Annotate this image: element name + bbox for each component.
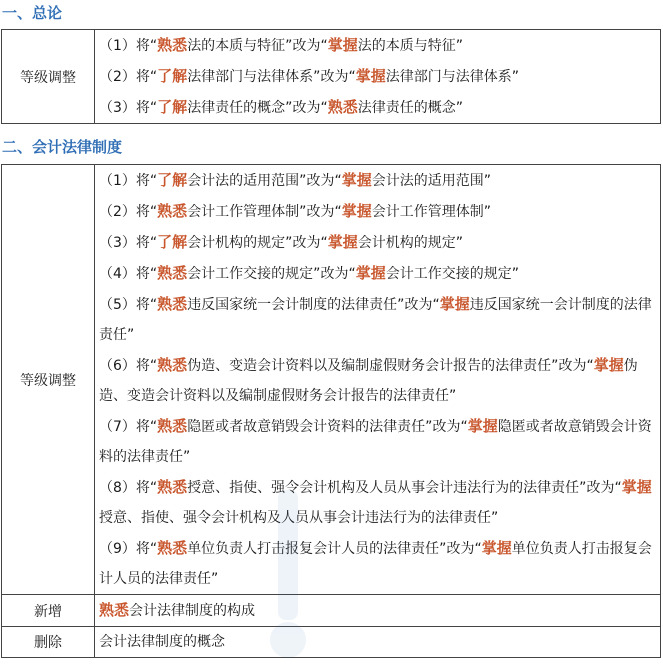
change-item (99, 533, 654, 594)
change-item (99, 289, 654, 350)
item-text: （4）将“ (99, 266, 158, 282)
item-text: 会计工作管理体制”改为“ (187, 204, 342, 220)
change-item (99, 227, 654, 258)
level-keyword: 掌握 (467, 417, 498, 435)
item-text: 授意、指使、强令会计机构及人员从事会计违法行为的法律责任”改为“ (187, 480, 622, 496)
item-text: 违反国家统一会计制度的法律责任” (99, 297, 652, 343)
item-text: 法律部门与法律体系” (385, 69, 519, 85)
item-text: 隐匿或者故意销毁会计资料的法律责任”改为“ (187, 419, 468, 435)
added-item (99, 595, 654, 626)
change-item (99, 258, 654, 289)
level-keyword: 掌握 (327, 36, 358, 54)
item-text: 会计机构的规定” (357, 235, 463, 251)
item-text: 法律部门与法律体系”改为“ (187, 69, 356, 85)
item-text: 违反国家统一会计制度的法律责任”改为“ (187, 297, 440, 313)
change-item (99, 350, 654, 411)
item-text: 伪造、变造会计资料以及编制虚假财务会计报告的法律责任” (99, 358, 638, 404)
section-2-title: 二、会计法律制度 (2, 138, 123, 156)
change-item (99, 196, 654, 227)
deleted-content (95, 627, 661, 658)
level-keyword: 熟悉 (157, 417, 188, 435)
section-1-content (95, 30, 661, 124)
item-text: （7）将“ (99, 419, 158, 435)
level-keyword: 熟悉 (327, 98, 358, 116)
level-keyword: 掌握 (593, 356, 624, 374)
level-keyword: 掌握 (341, 171, 372, 189)
level-keyword: 掌握 (481, 539, 512, 557)
level-keyword: 掌握 (355, 264, 386, 282)
level-keyword: 熟悉 (157, 36, 188, 54)
item-text: 单位负责人打击报复会计人员的法律责任”改为“ (187, 541, 482, 557)
section-2-label: 等级调整 (2, 165, 95, 595)
level-keyword: 掌握 (341, 202, 372, 220)
level-keyword: 熟悉 (157, 539, 188, 557)
change-item (99, 165, 654, 196)
item-text: （8）将“ (99, 480, 158, 496)
item-text: （5）将“ (99, 297, 158, 313)
level-keyword: 了解 (157, 233, 188, 251)
level-keyword: 熟悉 (157, 202, 188, 220)
item-text: 会计法的适用范围” (371, 173, 491, 189)
item-text: （2）将“ (99, 204, 158, 220)
added-label: 新增 (2, 595, 95, 627)
level-keyword: 熟悉 (157, 356, 188, 374)
level-keyword: 掌握 (355, 67, 386, 85)
deleted-label: 删除 (2, 627, 95, 658)
item-text: 法律责任的概念”改为“ (187, 100, 328, 116)
change-item (99, 411, 654, 472)
item-text: （2）将“ (99, 69, 158, 85)
item-text: 法的本质与特征” (357, 38, 463, 54)
level-keyword: 掌握 (439, 295, 470, 313)
item-text: （3）将“ (99, 100, 158, 116)
section-1-title: 一、总论 (2, 4, 63, 22)
item-text: （6）将“ (99, 358, 158, 374)
item-text: （1）将“ (99, 173, 158, 189)
item-text: 法律责任的概念” (357, 100, 463, 116)
item-text: 隐匿或者故意销毁会计资料的法律责任” (99, 419, 652, 465)
item-text: 单位负责人打击报复会计人员的法律责任” (99, 541, 652, 587)
level-keyword: 熟悉 (157, 478, 188, 496)
item-text: 会计法的适用范围”改为“ (187, 173, 342, 189)
level-keyword: 熟悉 (157, 295, 188, 313)
item-text: 会计工作交接的规定” (385, 266, 519, 282)
level-keyword: 熟悉 (99, 601, 130, 619)
level-keyword: 掌握 (621, 478, 652, 496)
item-text: 会计机构的规定”改为“ (187, 235, 328, 251)
item-text: 会计工作管理体制” (371, 204, 491, 220)
item-text: （3）将“ (99, 235, 158, 251)
change-item (99, 61, 654, 92)
level-keyword: 掌握 (327, 233, 358, 251)
change-item (99, 30, 654, 61)
item-text: 会计法律制度的构成 (129, 603, 256, 619)
added-content (95, 595, 661, 627)
section-2-content (95, 165, 661, 595)
level-keyword: 熟悉 (157, 264, 188, 282)
deleted-item: 会计法律制度的概念 (99, 634, 225, 650)
section-1-table (1, 29, 661, 124)
change-item (99, 472, 654, 533)
item-text: 法的本质与特征”改为“ (187, 38, 328, 54)
item-text: 授意、指使、强令会计机构及人员从事会计违法行为的法律责任” (99, 510, 499, 526)
section-1-label: 等级调整 (2, 30, 95, 124)
item-text: 伪造、变造会计资料以及编制虚假财务会计报告的法律责任”改为“ (187, 358, 594, 374)
level-keyword: 了解 (157, 171, 188, 189)
section-2-table (1, 164, 661, 658)
change-item (99, 92, 654, 123)
level-keyword: 了解 (157, 67, 188, 85)
item-text: （1）将“ (99, 38, 158, 54)
item-text: 会计工作交接的规定”改为“ (187, 266, 356, 282)
item-text: （9）将“ (99, 541, 158, 557)
level-keyword: 了解 (157, 98, 188, 116)
